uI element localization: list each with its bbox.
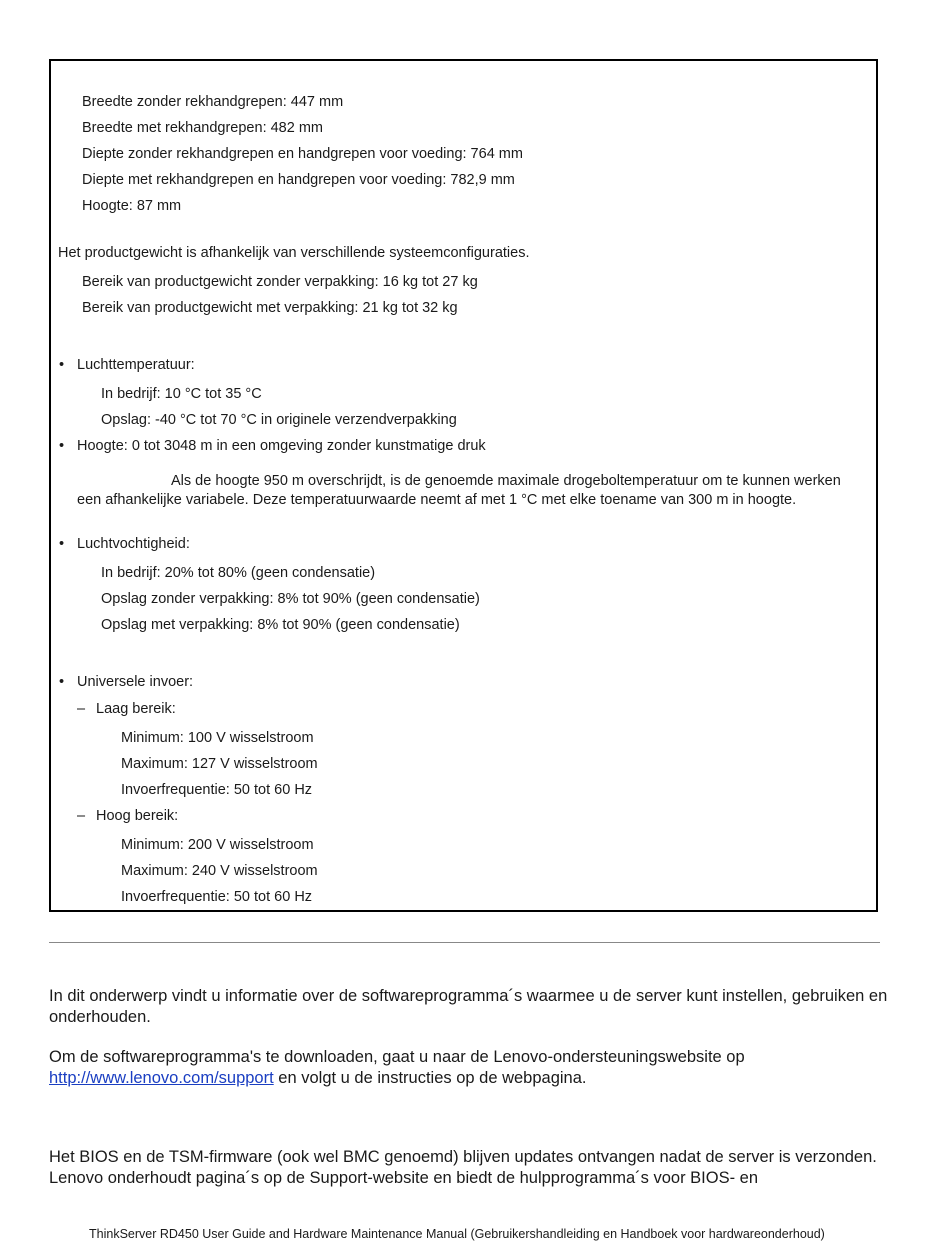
weight-with-packaging: Bereik van productgewicht met verpakking: 21 kg tot 32 kg <box>82 300 458 316</box>
bullet-marker: • <box>59 536 65 552</box>
altitude-label: Hoogte: 0 tot 3048 m in een omgeving zonder kunstmatige druk <box>77 438 486 454</box>
altitude-note: Als de hoogte 950 m overschrijdt, is de genoemde maximale drogeboltemperatuur om te kunnen werken een afhankelijke variabele. Deze temperatuurwaarde neemt af met 1 °C met elke toename van 300 m in hoogte. <box>77 473 841 508</box>
temperature-storage: Opslag: -40 °C tot 70 °C in originele verzendverpakking <box>101 412 457 428</box>
high-range-label: Hoog bereik: <box>96 808 179 824</box>
software-download-paragraph <box>49 1047 889 1089</box>
low-range-minimum: Minimum: 100 V wisselstroom <box>121 730 314 746</box>
humidity-operating: In bedrijf: 20% tot 80% (geen condensatie) <box>101 565 376 581</box>
power-label: Universele invoer: <box>77 674 194 690</box>
bullet-marker: • <box>59 438 65 454</box>
low-range-frequency: Invoerfrequentie: 50 tot 60 Hz <box>121 782 313 798</box>
download-text-before: Om de softwareprogramma's te downloaden, gaat u naar de Lenovo-ondersteuningswebsite op <box>49 1048 745 1066</box>
high-range-frequency: Invoerfrequentie: 50 tot 60 Hz <box>121 889 313 905</box>
bullet-marker: • <box>59 357 65 373</box>
bullet-marker: • <box>59 674 65 690</box>
weight-without-packaging: Bereik van productgewicht zonder verpakking: 16 kg tot 27 kg <box>82 274 478 290</box>
lenovo-support-link[interactable]: http://www.lenovo.com/support <box>49 1069 274 1087</box>
bios-paragraph: Het BIOS en de TSM-firmware (ook wel BMC genoemd) blijven updates ontvangen nadat de server is verzonden. Lenovo onderhoudt pagina´s op de Support-website en biedt de hulpprogramma´s voor BIOS- en <box>49 1148 877 1187</box>
download-text-after: en volgt u de instructies op de webpagina. <box>273 1069 587 1087</box>
high-range-maximum: Maximum: 240 V wisselstroom <box>121 863 318 879</box>
dimension-height: Hoogte: 87 mm <box>82 198 182 214</box>
humidity-storage-packed: Opslag met verpakking: 8% tot 90% (geen condensatie) <box>101 617 460 633</box>
dimension-depth-without-handles: Diepte zonder rekhandgrepen en handgrepen voor voeding: 764 mm <box>82 146 523 162</box>
dash-marker: – <box>77 701 86 717</box>
software-intro-paragraph: In dit onderwerp vindt u informatie over de softwareprogramma´s waarmee u de server kunt instellen, gebruiken en onderhouden. <box>49 987 888 1026</box>
humidity-label: Luchtvochtigheid: <box>77 536 190 552</box>
temperature-operating: In bedrijf: 10 °C tot 35 °C <box>101 386 262 402</box>
section-divider <box>49 942 880 943</box>
footer-title: ThinkServer RD450 User Guide and Hardware Maintenance Manual (Gebruikershandleiding en Handboek voor hardwareonderhoud) <box>89 1227 825 1241</box>
humidity-storage-unpacked: Opslag zonder verpakking: 8% tot 90% (geen condensatie) <box>101 591 480 607</box>
high-range-minimum: Minimum: 200 V wisselstroom <box>121 837 314 853</box>
page-footer <box>49 1227 829 1242</box>
temperature-label: Luchttemperatuur: <box>77 357 195 373</box>
dimension-width-with-handles: Breedte met rekhandgrepen: 482 mm <box>82 120 323 136</box>
low-range-label: Laag bereik: <box>96 701 176 717</box>
weight-intro: Het productgewicht is afhankelijk van verschillende systeemconfiguraties. <box>58 245 530 261</box>
dimension-depth-with-handles: Diepte met rekhandgrepen en handgrepen voor voeding: 782,9 mm <box>82 172 515 188</box>
dimension-width-without-handles: Breedte zonder rekhandgrepen: 447 mm <box>82 94 344 110</box>
low-range-maximum: Maximum: 127 V wisselstroom <box>121 756 318 772</box>
dash-marker: – <box>77 808 86 824</box>
